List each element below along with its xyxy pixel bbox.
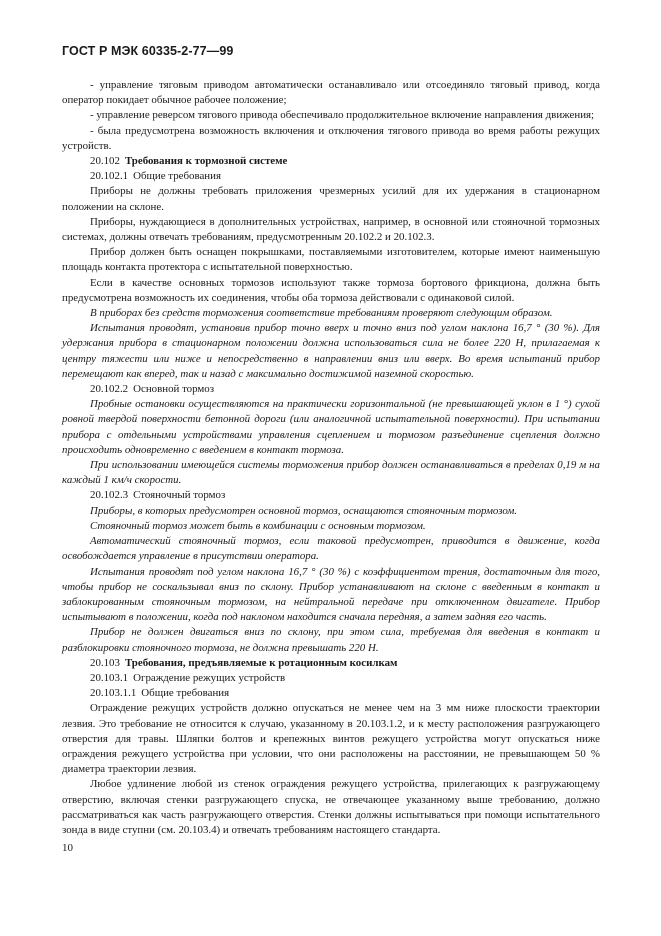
paragraph: - была предусмотрена возможность включения и отключения тягового привода во время работы режущих устройств. — [62, 124, 600, 152]
test-method-paragraph: Прибор не должен двигаться вниз по склону, при этом сила, требуемая для введения в контакт и разблокировки стояночного тормоза, не должна превышать 220 Н. — [62, 626, 600, 654]
section-heading — [62, 686, 600, 701]
section-title: Общие требования — [141, 687, 230, 700]
test-method-paragraph: При использовании имеющейся системы торможения прибор должен останавливаться в пределах 0,19 м на каждый 1 км/ч скорости. — [62, 459, 600, 487]
section-number: 20.103.1.1 — [90, 687, 137, 700]
test-method-paragraph: Стояночный тормоз может быть в комбинации с основным тормозом. — [90, 519, 426, 532]
section-title: Ограждение режущих устройств — [133, 671, 286, 684]
section-title: Требования, предъявляемые к ротационным косилкам — [124, 656, 398, 669]
paragraph: Если в качестве основных тормозов используют также тормоза бортового фрикциона, должна быть предусмотрена возможность их соединения, чтобы оба тормоза действовали с одинаковой силой. — [62, 276, 600, 304]
section-heading — [62, 169, 600, 184]
section-heading — [62, 488, 600, 503]
section-title: Требования к тормозной системе — [124, 155, 288, 168]
test-method-paragraph: Пробные остановки осуществляются на практически горизонтальной (не превышающей уклон в 1 °) сухой ровной твердой поверхности бетонной дороги (или аналогичной испытательной поверхности). При испытании прибора с отдельными устройствами управления сцеплением и тормозом разъединение сцепления должно происходить одновременно с введением в контакт тормоза. — [62, 398, 600, 456]
section-title: Стояночный тормоз — [133, 489, 226, 502]
section-heading — [62, 671, 600, 686]
test-method-paragraph: Испытания проводят, установив прибор точно вверх и точно вниз под углом наклона 16,7 ° (30 %). Для удержания прибора в стационарном положении должна использоваться сила не более 220 Н, прилагаемая к центру тяжести или ниже и непосредственно в направлении вниз или вверх. Во время испытаний прибор перемещают как вперед, так и назад с максимально достижимой наземной скоростью. — [62, 322, 600, 380]
paragraph: Приборы не должны требовать приложения чрезмерных усилий для их удержания в стационарном положении на склоне. — [62, 185, 600, 213]
section-number: 20.102.1 — [90, 170, 129, 183]
section-heading — [62, 154, 600, 169]
test-method-paragraph: Испытания проводят под углом наклона 16,7 ° (30 %) с коэффициентом трения, достаточным для того, чтобы прибор не соскальзывал вниз по склону. Прибор устанавливают на склоне с введенным в контакт и заблокированным стояночным тормозом, на нейтральной передаче при отключенном двигателе. Прибор испытывают в положении, когда под наклоном находится сначала передняя, а затем задняя его часть. — [62, 565, 600, 624]
section-number: 20.102 — [90, 155, 120, 168]
section-heading — [62, 656, 600, 671]
page-number: 10 — [62, 842, 73, 854]
paragraph: Любое удлинение любой из стенок ограждения режущего устройства, прилегающих к разгружающему отверстию, включая стенки разгружающего спуска, не отвечающее указанному выше требованию, должно рассматриваться как часть разгружающего отверстия. Стенки должны испытываться при помощи испытательного зонда в виде ступни (см. 20.103.4) и отвечать требованиям настоящего стандарта. — [62, 778, 600, 836]
test-method-paragraph: Приборы, в которых предусмотрен основной тормоз, оснащаются стояночным тормозом. — [90, 504, 518, 517]
paragraph: - управление реверсом тягового привода обеспечивало продолжительное включение направления движения; — [90, 109, 595, 122]
section-number: 20.103.1 — [90, 671, 129, 684]
paragraph: Ограждение режущих устройств должно опускаться не менее чем на 3 мм ниже плоскости траектории лезвия. Это требование не относится к случаю, указанному в 20.103.1.2, и к месту расположения разгружающего отверстия для травы. Шляпки болтов и крепежных винтов режущего устройства могут опускаться ниже ограждения режущего устройства при условии, что они расположены на расстоянии, не превышающем 50 % диаметра траектории лезвия. — [62, 702, 600, 776]
section-title: Основной тормоз — [133, 383, 215, 396]
paragraph: Приборы, нуждающиеся в дополнительных устройствах, например, в основной или стояночной тормозных системах, должны отвечать требованиям, предусмотренным 20.102.2 и 20.102.3. — [62, 215, 600, 244]
test-method-paragraph: Автоматический стояночный тормоз, если таковой предусмотрен, приводится в движение, когда освобождается управление в присутствии оператора. — [62, 535, 600, 563]
section-heading — [62, 382, 600, 397]
paragraph: - управление тяговым приводом автоматически останавливало или отсоединяло тяговый привод, когда оператор покидает обычное рабочее положение; — [62, 79, 600, 107]
section-number: 20.103 — [90, 656, 120, 669]
document-header: ГОСТ Р МЭК 60335-2-77—99 — [62, 44, 234, 58]
test-method-paragraph: В приборах без средств торможения соответствие требованиям проверяют следующим образом. — [90, 307, 553, 320]
section-number: 20.102.2 — [90, 383, 129, 396]
section-number: 20.102.3 — [90, 489, 129, 502]
section-title: Общие требования — [133, 170, 221, 183]
paragraph: Прибор должен быть оснащен покрышками, поставляемыми изготовителем, которые имеют наименьшую площадь контакта протектора с испытательной поверхностью. — [62, 246, 600, 274]
document-body — [62, 78, 600, 838]
